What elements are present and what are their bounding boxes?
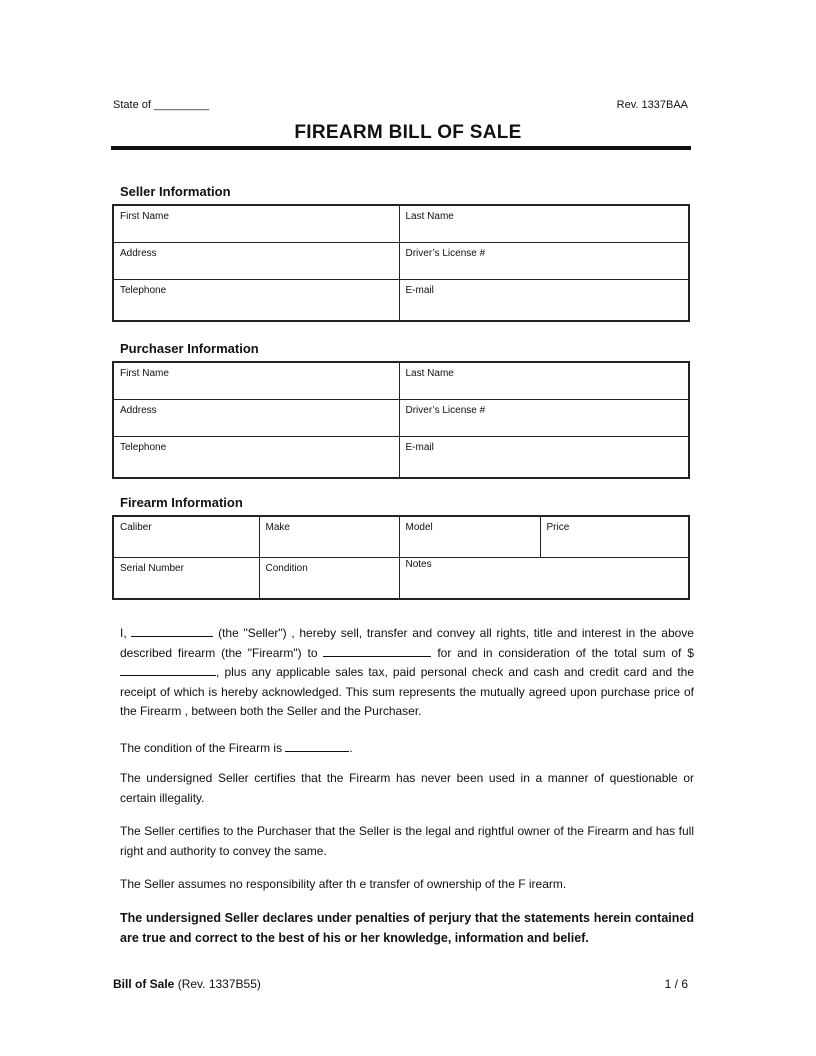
seller-first-name-field[interactable]: First Name bbox=[113, 205, 399, 242]
condition-text: The condition of the Firearm is bbox=[120, 741, 283, 755]
firearm-serial-number-field[interactable]: Serial Number bbox=[113, 557, 259, 599]
seller-section-heading: Seller Information bbox=[120, 184, 231, 199]
purchaser-name-blank[interactable] bbox=[323, 644, 431, 657]
firearm-make-field[interactable]: Make bbox=[259, 516, 399, 557]
purchaser-telephone-field[interactable]: Telephone bbox=[113, 436, 399, 478]
seller-name-blank[interactable] bbox=[131, 624, 213, 637]
purchaser-section-heading: Purchaser Information bbox=[120, 341, 259, 356]
footer-document-label bbox=[113, 977, 261, 991]
seller-telephone-field[interactable]: Telephone bbox=[113, 279, 399, 321]
firearm-model-field[interactable]: Model bbox=[399, 516, 540, 557]
condition-blank[interactable] bbox=[285, 739, 349, 752]
firearm-notes-field[interactable]: Notes bbox=[399, 557, 689, 599]
page-title: FIREARM BILL OF SALE bbox=[294, 122, 522, 143]
revision-label: Rev. 1337BAA bbox=[616, 99, 688, 111]
transfer-prefix: I, bbox=[120, 626, 127, 640]
footer-doc-title: Bill of Sale bbox=[113, 977, 175, 991]
responsibility-paragraph: The Seller assumes no responsibility after th e transfer of ownership of the F irearm. bbox=[120, 877, 567, 891]
purchaser-info-table bbox=[112, 361, 690, 479]
firearm-price-field[interactable]: Price bbox=[540, 516, 689, 557]
seller-drivers-license-field[interactable]: Driver’s License # bbox=[399, 242, 689, 279]
ownership-paragraph: The Seller certifies to the Purchaser that the Seller is the legal and rightful owner of the Firearm and has full right and authority to convey the same. bbox=[120, 824, 694, 858]
seller-address-field[interactable]: Address bbox=[113, 242, 399, 279]
transfer-paragraph bbox=[120, 624, 694, 722]
firearm-info-table bbox=[112, 515, 690, 600]
seller-info-table bbox=[112, 204, 690, 322]
title-divider bbox=[111, 146, 691, 150]
purchaser-address-field[interactable]: Address bbox=[113, 399, 399, 436]
seller-last-name-field[interactable]: Last Name bbox=[399, 205, 689, 242]
footer-doc-rev: (Rev. 1337B55) bbox=[177, 977, 261, 991]
state-of-label: State of _________ bbox=[113, 99, 210, 111]
firearm-caliber-field[interactable]: Caliber bbox=[113, 516, 259, 557]
legality-paragraph: The undersigned Seller certifies that the Firearm has never been used in a manner of questionable or certain illegality. bbox=[120, 771, 694, 805]
firearm-section-heading: Firearm Information bbox=[120, 495, 243, 510]
firearm-condition-field[interactable]: Condition bbox=[259, 557, 399, 599]
condition-period: . bbox=[349, 741, 353, 755]
transfer-rest-text: , plus any applicable sales tax, paid personal check and cash and credit card and the receipt of which is hereby acknowledged. This sum represents the mutually agreed upon purchase price of the Firearm , between both the Seller and the Purchaser. bbox=[120, 665, 694, 718]
seller-email-field[interactable]: E-mail bbox=[399, 279, 689, 321]
purchaser-last-name-field[interactable]: Last Name bbox=[399, 362, 689, 399]
transfer-seller-text: (the "Seller") , hereby sell, transfer and convey all rights, title and interest in the above described firearm (the "Firearm") to bbox=[120, 626, 694, 660]
page-number: 1 / 6 bbox=[664, 977, 688, 991]
condition-paragraph bbox=[120, 739, 694, 759]
purchaser-email-field[interactable]: E-mail bbox=[399, 436, 689, 478]
perjury-declaration: The undersigned Seller declares under penalties of perjury that the statements herein contained are true and correct to the best of his or her knowledge, information and belief. bbox=[120, 911, 694, 945]
purchaser-drivers-license-field[interactable]: Driver’s License # bbox=[399, 399, 689, 436]
transfer-sum-text: for and in consideration of the total sum of $ bbox=[437, 645, 694, 660]
purchaser-first-name-field[interactable]: First Name bbox=[113, 362, 399, 399]
sale-amount-blank[interactable] bbox=[120, 663, 216, 676]
